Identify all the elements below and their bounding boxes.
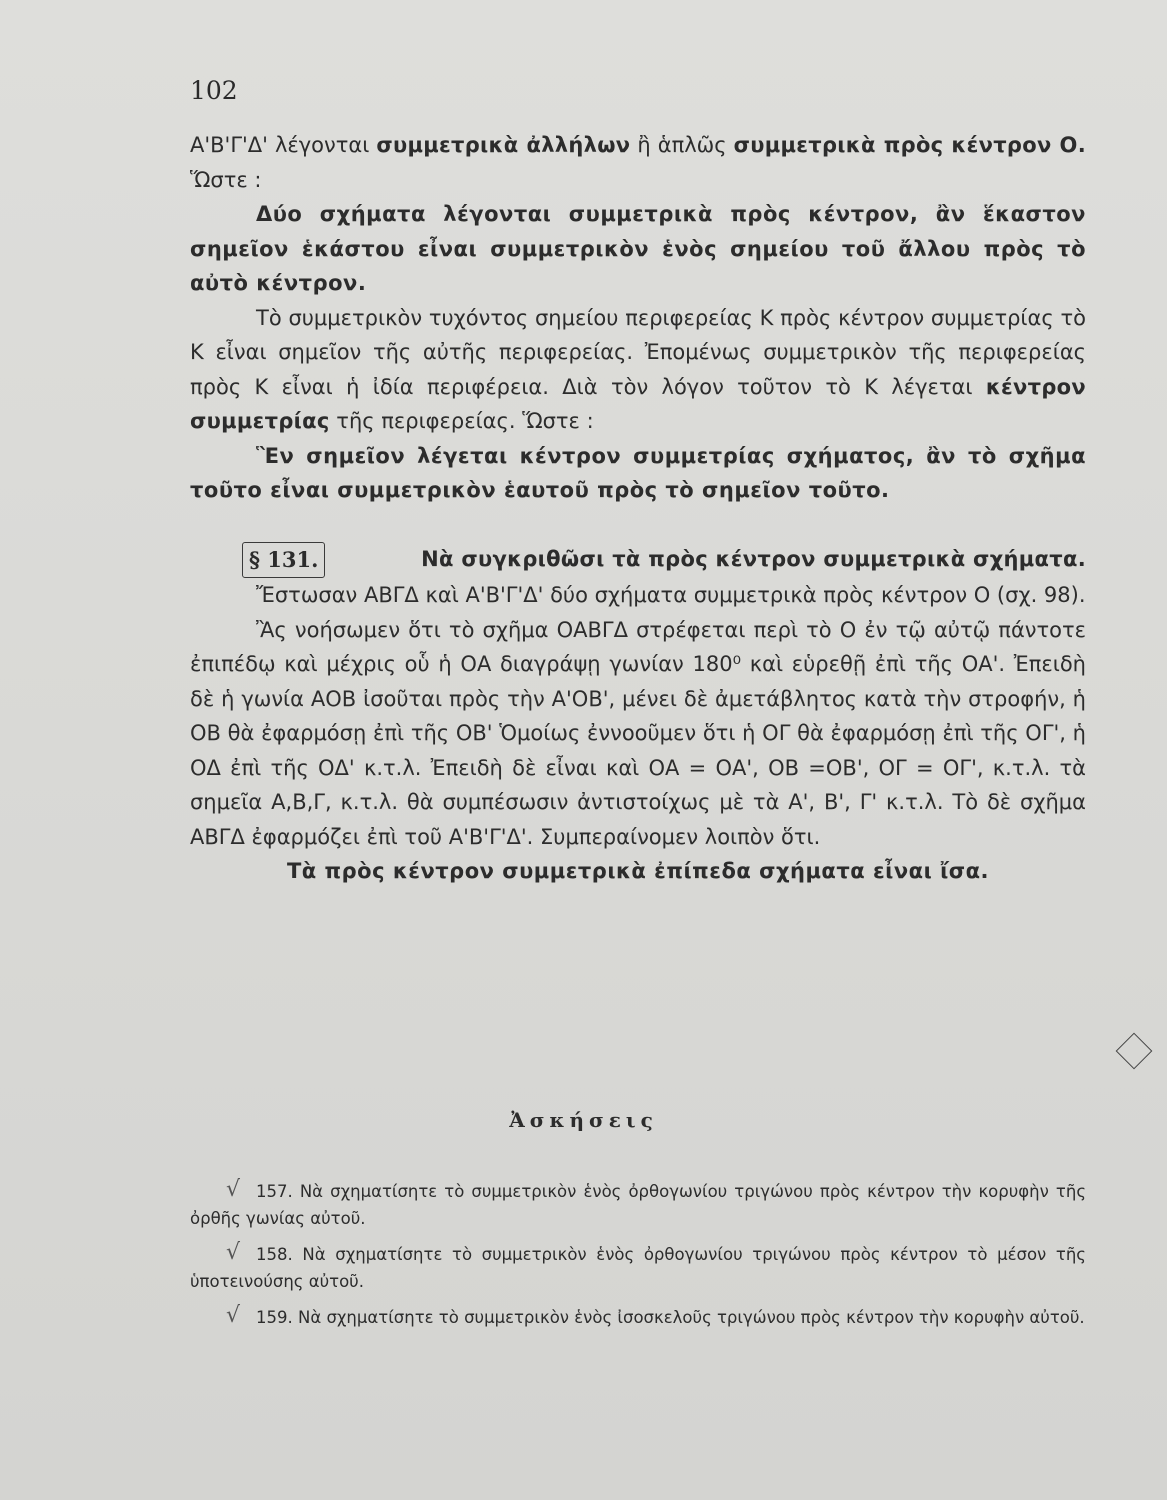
exercise-item — [190, 1304, 1086, 1331]
exercises-list — [190, 1178, 1086, 1340]
exercises-title: Ἀσκήσεις — [509, 1108, 658, 1132]
check-mark-icon: √ — [226, 1177, 241, 1202]
paragraph-proof: Ἂς νοήσωμεν ὅτι τὸ σχῆμα ΟΑΒΓΔ στρέφεται περὶ τὸ Ο ἐν τῷ αὐτῷ πάντοτε ἐπιπέδῳ καὶ μέχρις οὗ ἡ ΟΑ διαγράψῃ γωνίαν 180⁰ καὶ εὑρεθῇ ἐπὶ τῆς ΟΑ'. Ἐπειδὴ δὲ ἡ γωνία ΑΟΒ ἰσοῦται πρὸς τὴν Α'ΟΒ', μένει δὲ ἀμετάβλητος κατὰ τὴν στροφήν, ἡ ΟΒ θὰ ἐφαρμόσῃ ἐπὶ τῆς ΟΒ' Ὁμοίως ἐννοοῦμεν ὅτι ἡ ΟΓ θὰ ἐφαρμόσῃ ἐπὶ τῆς ΟΓ', ἡ ΟΔ ἐπὶ τῆς ΟΔ' κ.τ.λ. Ἐπειδὴ δὲ εἶναι καὶ ΟΑ = ΟΑ', ΟΒ =ΟΒ', ΟΓ = ΟΓ', κ.τ.λ. τὰ σημεῖα Α,Β,Γ, κ.τ.λ. θὰ συμπέσωσιν ἀντιστοίχως μὲ τὰ Α', Β', Γ' κ.τ.λ. Τὸ δὲ σχῆμα ΑΒΓΔ ἐφαρμόζει ἐπὶ τοῦ Α'Β'Γ'Δ'. Συμπεραίνομεν λοιπὸν ὅτι. — [190, 617, 1086, 849]
exercise-text: 159. Νὰ σχηματίσητε τὸ συμμετρικὸν ἑνὸς ἰσοσκελοῦς τριγώνου πρὸς κέντρον τὴν κορυφὴν αὐτοῦ. — [256, 1308, 1085, 1327]
circle-text: Τὸ συμμετρικὸν τυχόντος σημείου περιφερείας Κ πρὸς κέντρον συμμετρίας τὸ Κ εἶναι σημεῖον τῆς αὐτῆς περιφερείας. Ἐπομένως συμμετρικὸν τῆς περιφερείας πρὸς Κ εἶναι ἡ ἰδία περιφέρεια. Διὰ τὸν λόγον τοῦτον τὸ Κ λέγεται — [190, 305, 1086, 399]
exercise-text: 158. Νὰ σχηματίσητε τὸ συμμετρικὸν ἑνὸς ὀρθογωνίου τριγώνου πρὸς κέντρον τὸ μέσον τῆς ὑποτεινούσης αὐτοῦ. — [190, 1245, 1086, 1291]
spacer — [190, 508, 1086, 542]
intro-end: Ὥστε : — [190, 167, 262, 192]
definition-center-of-symmetry: Ἓν σημεῖον λέγεται κέντρον συμμετρίας σχήματος, ἂν τὸ σχῆμα τοῦτο εἶναι συμμετρικὸν ἑαυτοῦ πρὸς τὸ σημεῖον τοῦτο. — [190, 443, 1086, 502]
check-mark-icon: √ — [226, 1303, 241, 1328]
section-heading — [190, 542, 1086, 579]
exercise-item — [190, 1241, 1086, 1295]
check-mark-icon: √ — [226, 1240, 241, 1265]
intro-mid: ἢ ἁπλῶς — [630, 133, 734, 157]
section-title: Νὰ συγκριθῶσι τὰ πρὸς κέντρον συμμετρικὰ σχήματα. — [421, 546, 1086, 571]
paragraph-circle — [190, 301, 1086, 439]
main-text — [190, 128, 1086, 889]
intro-text: Α'Β'Γ'Δ' λέγονται — [190, 133, 377, 157]
section-number: § 131. — [242, 542, 325, 579]
page-number: 102 — [190, 76, 238, 105]
circle-end: τῆς περιφερείας. Ὥστε : — [329, 409, 594, 433]
conclusion: Τὰ πρὸς κέντρον συμμετρικὰ ἐπίπεδα σχήματα εἶναι ἴσα. — [286, 859, 990, 883]
intro-bold-2: συμμετρικὰ πρὸς κέντρον Ο. — [733, 133, 1086, 157]
circle-bold: κέντρον συμμετρίας — [190, 374, 1086, 433]
definition-symmetric-figures: Δύο σχήματα λέγονται συμμετρικὰ πρὸς κέντρον, ἂν ἕκαστον σημεῖον ἑκάστου εἶναι συμμετρικὸν ἑνὸς σημείου τοῦ ἄλλου πρὸς τὸ αὐτὸ κέντρον. — [190, 202, 1086, 295]
diamond-mark-icon — [1116, 1033, 1153, 1070]
intro-bold-1: συμμετρικὰ ἀλλήλων — [376, 133, 631, 157]
paragraph-let: Ἔστωσαν ΑΒΓΔ καὶ Α'Β'Γ'Δ' δύο σχήματα συμμετρικὰ πρὸς κέντρον Ο (σχ. 98). — [256, 583, 1086, 607]
paragraph-intro — [190, 128, 1086, 197]
exercise-item — [190, 1178, 1086, 1232]
exercise-text: 157. Νὰ σχηματίσητε τὸ συμμετρικὸν ἑνὸς ὀρθογωνίου τριγώνου πρὸς κέντρον τὴν κορυφὴν τῆς ὀρθῆς γωνίας αὐτοῦ. — [190, 1182, 1086, 1228]
